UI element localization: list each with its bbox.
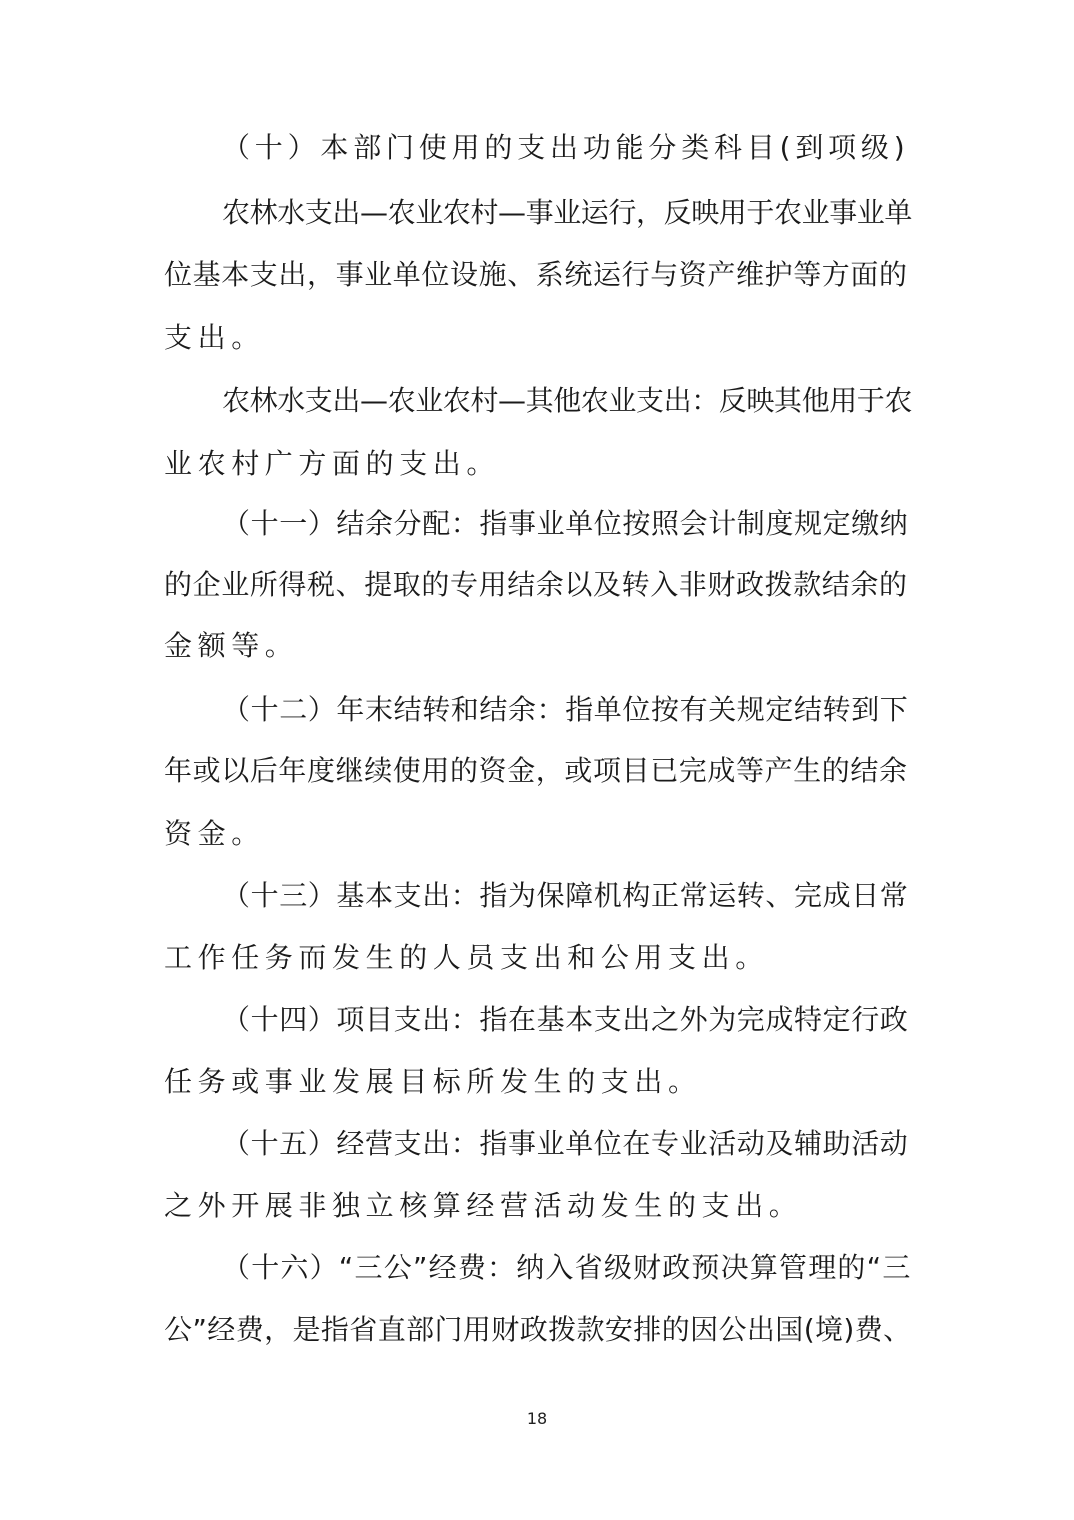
text-line: （十五）经营支出：指事业单位在专业活动及辅助活动 [222,1127,909,1160]
text-line: 任务或事业发展目标所发生的支出。 [164,1065,702,1098]
text-line: 之外开展非独立核算经营活动发生的支出。 [164,1189,803,1222]
text-line: 农林水支出—农业农村—其他农业支出：反映其他用于农 [222,384,913,417]
text-line: 资金。 [164,817,265,850]
text-line: （十三）基本支出：指为保障机构正常运转、完成日常 [222,879,909,912]
text-line: 金额等。 [164,629,299,662]
text-line: （十四）项目支出：指在基本支出之外为完成特定行政 [222,1003,909,1036]
text-line: 农林水支出—农业农村—事业运行，反映用于农业事业单 [222,196,913,229]
text-line: 公”经费，是指省直部门用财政拨款安排的因公出国(境)费、 [164,1313,912,1346]
text-line: （十）本部门使用的支出功能分类科目(到项级) [222,131,910,164]
text-line: 工作任务而发生的人员支出和公用支出。 [164,941,769,974]
text-line: 年或以后年度继续使用的资金，或项目已完成等产生的结余 [164,754,908,787]
text-line: （十一）结余分配：指事业单位按照会计制度规定缴纳 [222,507,909,540]
page-number: 18 [526,1409,548,1428]
text-line: 的企业所得税、提取的专用结余以及转入非财政拨款结余的 [164,568,908,601]
text-line: （十二）年末结转和结余：指单位按有关规定结转到下 [222,693,909,726]
text-line: 支出。 [164,321,265,354]
text-line: 位基本支出，事业单位设施、系统运行与资产维护等方面的 [164,258,908,291]
text-line: 业农村广方面的支出。 [164,447,501,480]
text-line: （十六）“三公”经费：纳入省级财政预决算管理的“三 [222,1251,912,1284]
